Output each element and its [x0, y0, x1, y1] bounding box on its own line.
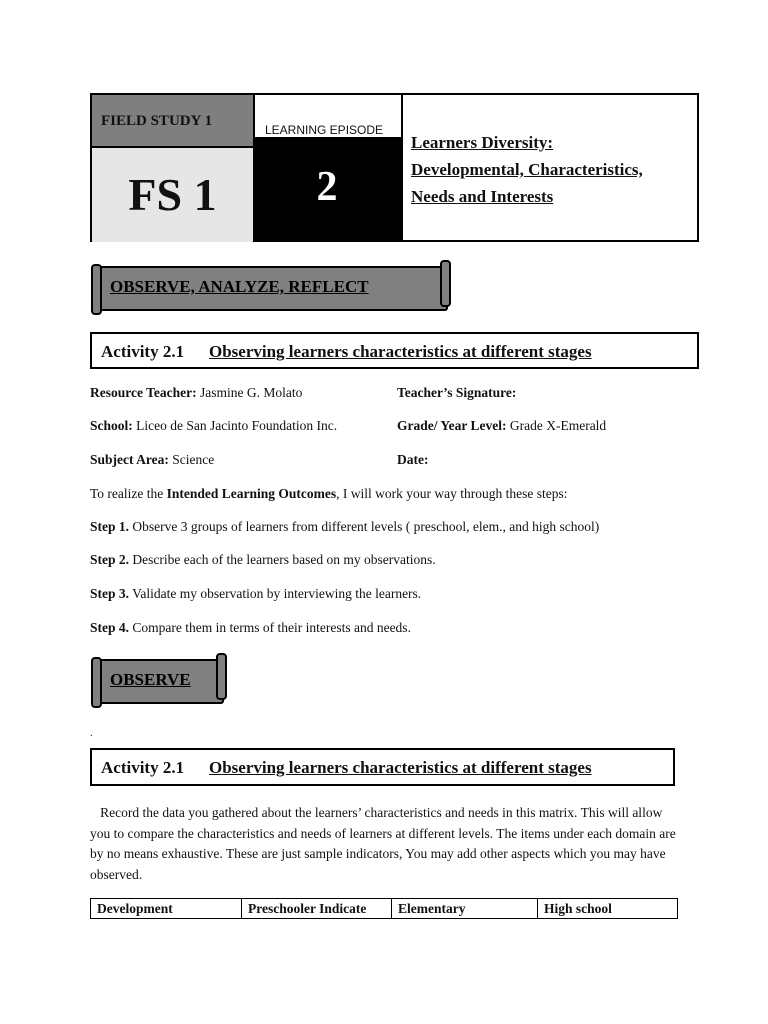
intro-after: , I will work your way through these steps: — [336, 486, 568, 501]
step-4 — [90, 620, 411, 636]
episode-title-line: Needs and Interests — [411, 187, 554, 206]
column-header: High school — [538, 899, 678, 919]
observation-matrix — [90, 898, 678, 919]
instructions-paragraph: Record the data you gathered about the learners’ characteristics and needs in this matrix. This will allow you to compare the characteristics and needs of learners at different levels. The items under each domain are by no means exhaustive. These are just sample indicators, You may add other aspects which you may have observed. — [90, 805, 680, 882]
episode-number: 2 — [255, 137, 401, 242]
grade-value: Grade X-Emerald — [506, 418, 607, 433]
column-header: Preschooler Indicate — [242, 899, 392, 919]
episode-header — [90, 93, 699, 242]
oar-banner — [94, 266, 448, 311]
resource-teacher-label: Resource Teacher: — [90, 385, 197, 400]
school-value: Liceo de San Jacinto Foundation Inc. — [132, 418, 338, 433]
step-2 — [90, 552, 436, 568]
date-label: Date: — [397, 452, 429, 467]
grade-level — [397, 418, 606, 434]
grade-label: Grade/ Year Level: — [397, 418, 507, 433]
activity-number: Activity 2.1 — [101, 342, 185, 361]
teacher-signature — [397, 385, 516, 401]
oar-banner-text: OBSERVE, ANALYZE, REFLECT — [110, 277, 369, 296]
episode-label: LEARNING EPISODE — [255, 95, 401, 137]
episode-title-line: Developmental, Characteristics, — [411, 160, 643, 179]
step-text: Validate my observation by interviewing the learners. — [129, 586, 422, 601]
step-label: Step 2. — [90, 552, 130, 567]
fs-code: FS 1 — [92, 148, 255, 242]
step-label: Step 3. — [90, 586, 130, 601]
observe-banner-text: OBSERVE — [110, 670, 191, 689]
stray-dot: . — [90, 728, 93, 739]
intro-before: To realize the — [90, 486, 167, 501]
episode-title — [401, 95, 697, 240]
step-3 — [90, 586, 421, 602]
activity-box-1 — [90, 332, 699, 369]
activity-title: Observing learners characteristics at different stages — [209, 342, 592, 361]
school-label: School: — [90, 418, 133, 433]
step-label: Step 4. — [90, 620, 130, 635]
activity-number: Activity 2.1 — [101, 758, 185, 777]
activity-box-2 — [90, 748, 675, 786]
resource-teacher — [90, 385, 302, 401]
step-text: Compare them in terms of their interests and needs. — [129, 620, 411, 635]
signature-label: Teacher’s Signature: — [397, 385, 517, 400]
table-header-row — [91, 899, 678, 919]
step-text: Observe 3 groups of learners from different levels ( preschool, elem., and high school) — [129, 519, 600, 534]
step-text: Describe each of the learners based on my observations. — [129, 552, 436, 567]
column-header: Development — [91, 899, 242, 919]
episode-title-line: Learners Diversity: — [411, 133, 554, 152]
activity-title: Observing learners characteristics at different stages — [209, 758, 592, 777]
observe-banner — [94, 659, 224, 704]
field-study-label: FIELD STUDY 1 — [92, 95, 255, 148]
subject-label: Subject Area: — [90, 452, 169, 467]
intro-bold: Intended Learning Outcomes — [166, 486, 337, 501]
intro-text — [90, 486, 568, 502]
subject-value: Science — [168, 452, 215, 467]
column-header: Elementary — [392, 899, 538, 919]
resource-teacher-value: Jasmine G. Molato — [196, 385, 303, 400]
subject-area — [90, 452, 214, 468]
date — [397, 452, 428, 468]
step-1 — [90, 519, 599, 535]
school — [90, 418, 337, 434]
step-label: Step 1. — [90, 519, 130, 534]
